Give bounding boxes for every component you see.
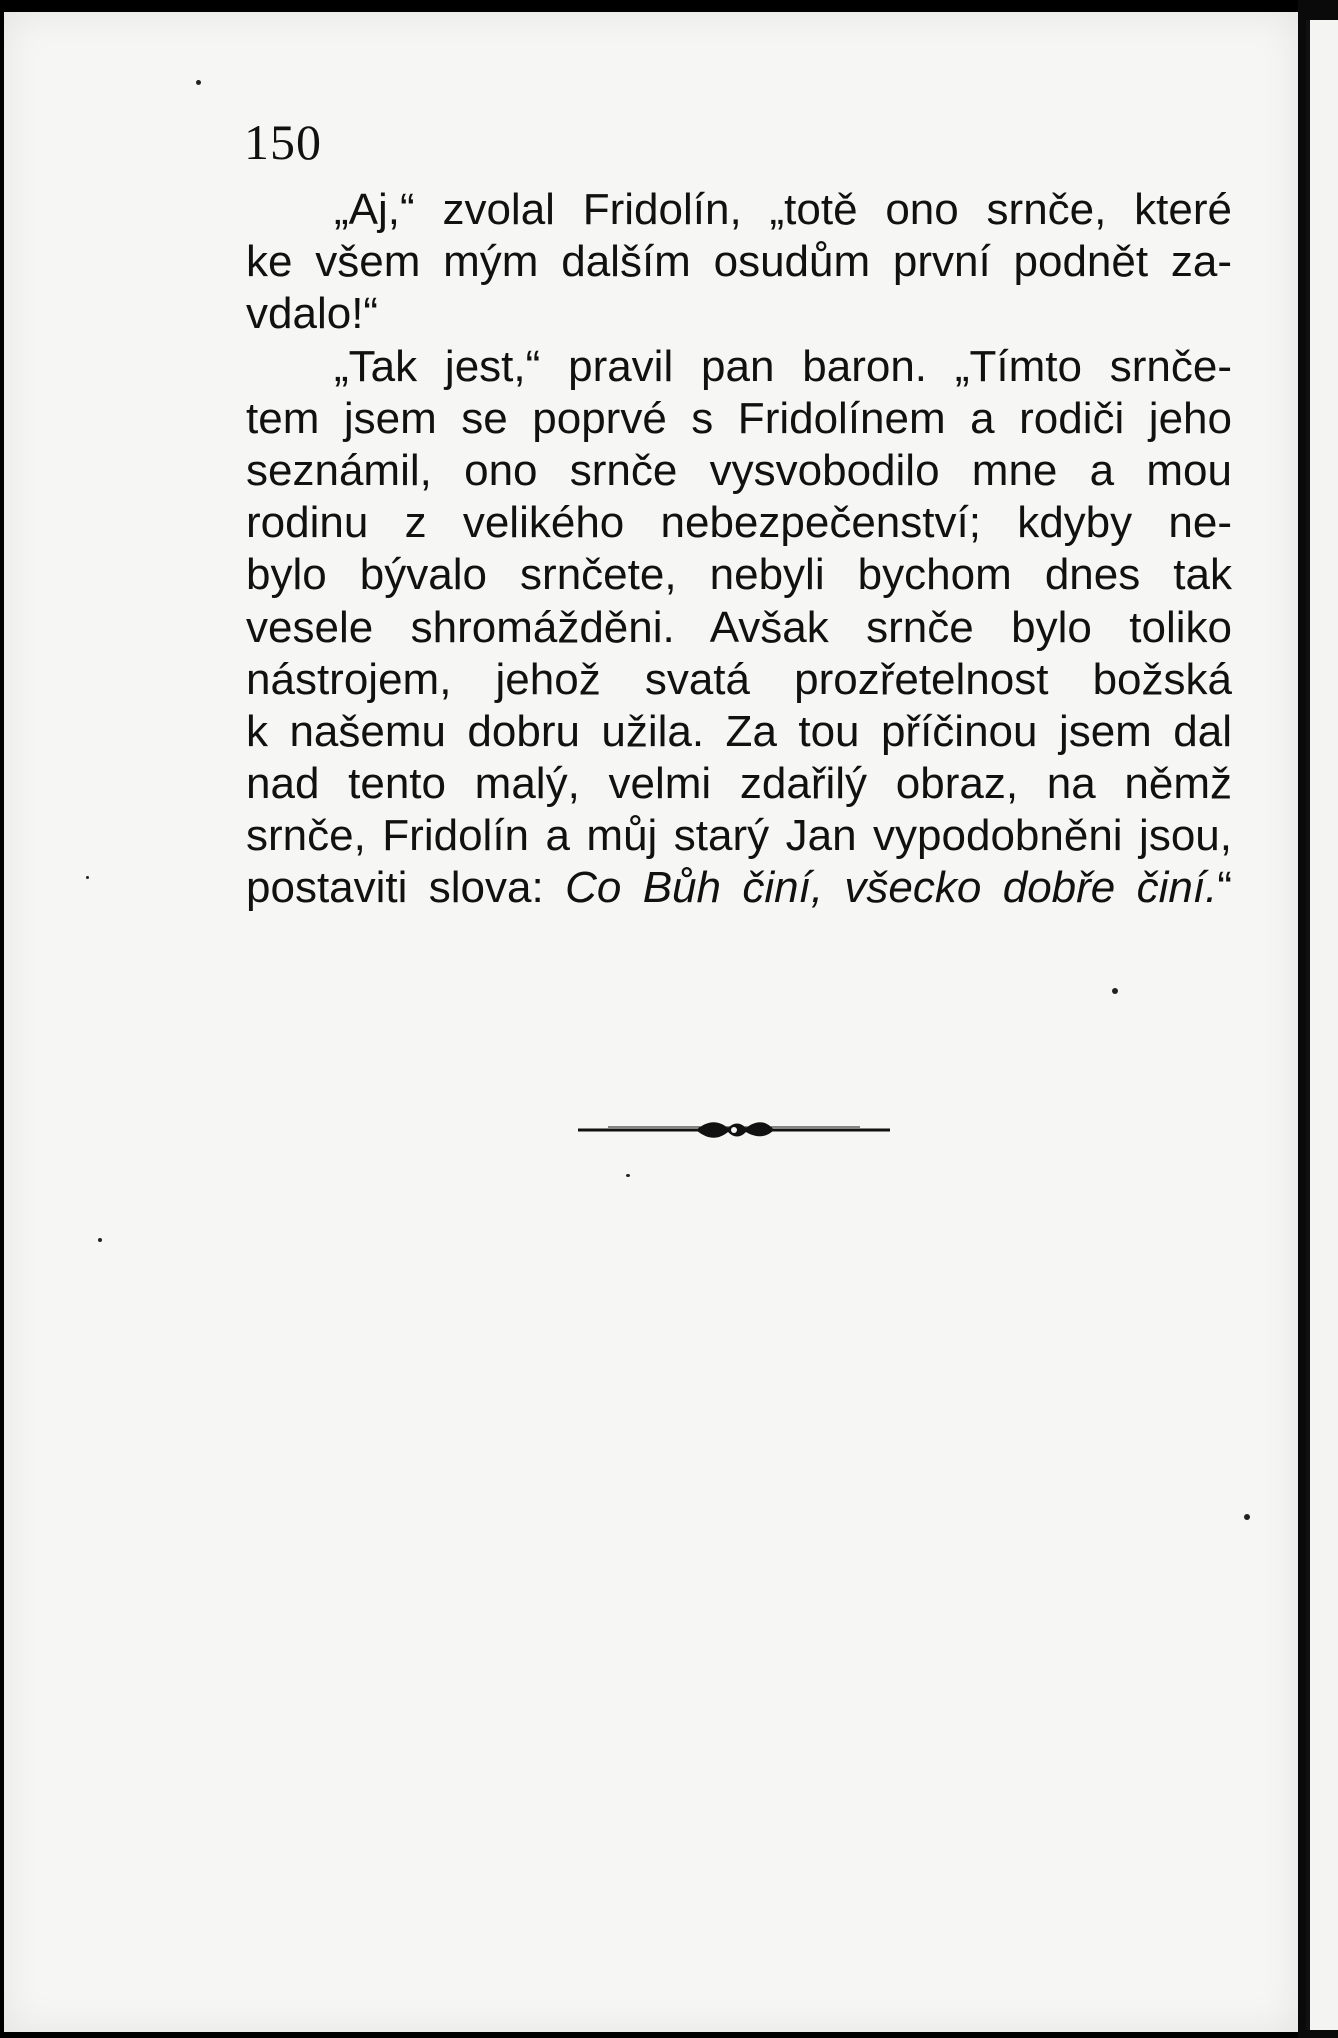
motto-italic: Co Bůh činí, všecko dobře činí. — [565, 863, 1218, 913]
text-line: nástrojem, jehož svatá prozřetelnost božská — [246, 654, 1232, 704]
text-line: bylo bývalo srnčete, nebyli bychom dnes tak — [246, 550, 1232, 600]
adjacent-page-strip — [1306, 20, 1338, 2030]
text-line: seznámil, ono srnče vysvobodilo mne a mou — [246, 445, 1232, 495]
paper-speck — [1244, 1514, 1250, 1520]
text-line: „Aj,“ zvolal Fridolín, „totě ono srnče, které — [334, 185, 1232, 234]
paper-speck — [196, 80, 201, 85]
paper-speck — [1112, 988, 1118, 994]
paper-speck — [626, 1174, 630, 1177]
text-line: nad tento malý, velmi zdařilý obraz, na němž — [246, 759, 1232, 809]
text-line: „Tak jest,“ pravil pan baron. „Tímto srnče- — [334, 341, 1232, 391]
paper-speck — [98, 1238, 102, 1242]
text-line: tem jsem se poprvé s Fridolínem a rodiči jeho — [246, 393, 1232, 443]
text-line: vdalo!“ — [246, 289, 379, 339]
body-text — [246, 184, 1232, 915]
text-line: ke všem mým dalším osudům první podnět za- — [246, 237, 1232, 287]
final-line-suffix: “ — [1217, 863, 1232, 913]
text-line: rodinu z velikého nebezpečenství; kdyby ne- — [246, 498, 1232, 548]
tailpiece-ornament — [578, 1116, 890, 1144]
page-number: 150 — [244, 114, 322, 170]
text-line: srnče, Fridolín a můj starý Jan vypodobněni jsou, — [246, 811, 1232, 861]
text-line-final — [246, 862, 1232, 914]
text-line: k našemu dobru užila. Za tou příčinou jsem dal — [246, 706, 1232, 756]
text-line: vesele shromážděni. Avšak srnče bylo toliko — [246, 602, 1232, 652]
final-line-prefix: postaviti slova: — [246, 863, 566, 913]
paper-speck — [86, 876, 89, 879]
